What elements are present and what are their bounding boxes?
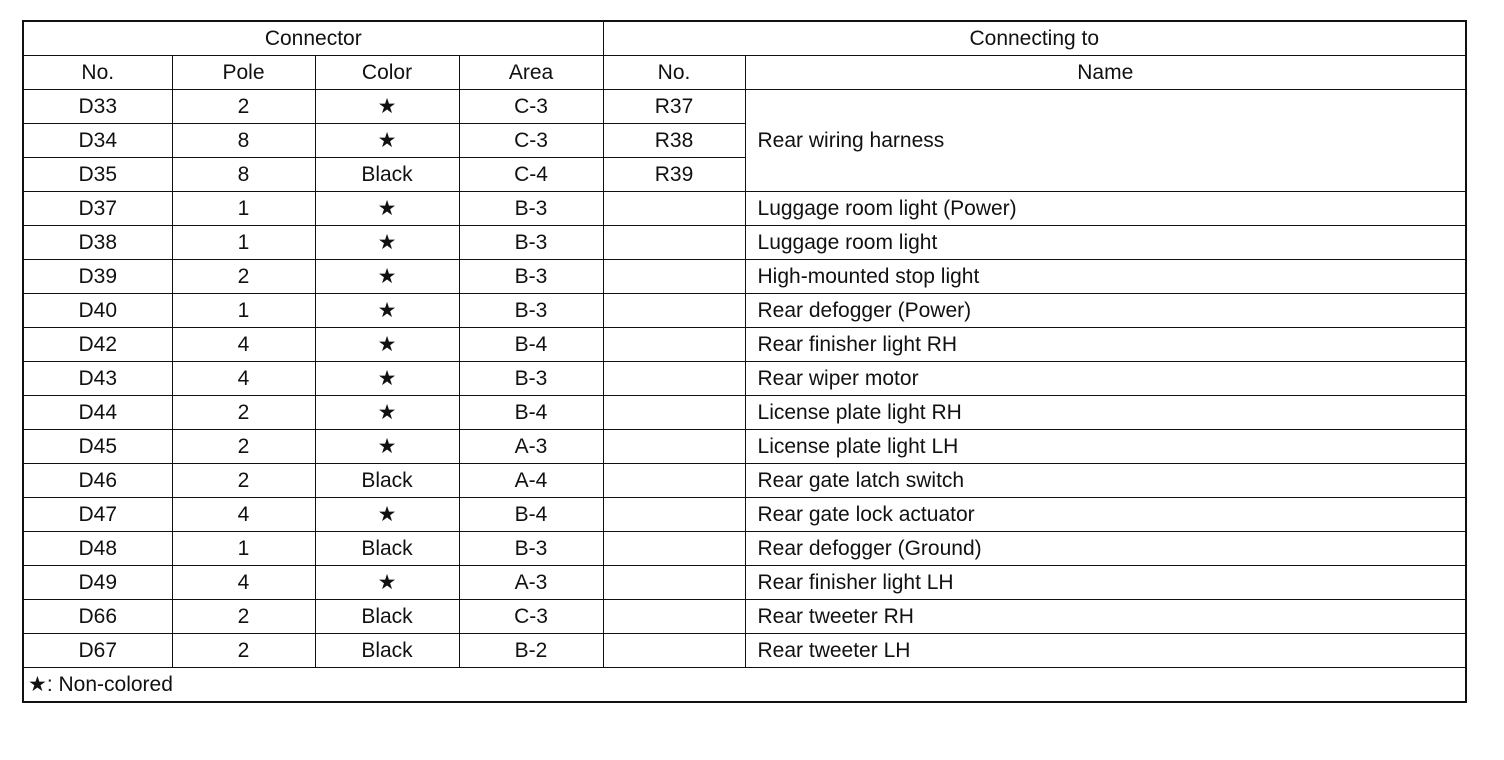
color-column-header: Color [315, 56, 459, 90]
pole-column-header: Pole [172, 56, 315, 90]
table-row [23, 294, 1466, 328]
connector-no-cell: D44 [23, 396, 172, 430]
pole-cell: 1 [172, 226, 315, 260]
connecting-no-cell [603, 294, 745, 328]
connector-no-cell: D35 [23, 158, 172, 192]
connector-no-cell: D66 [23, 600, 172, 634]
color-cell: Black [315, 532, 459, 566]
name-cell: Rear wiper motor [745, 362, 1466, 396]
area-column-header: Area [459, 56, 603, 90]
area-cell: C-3 [459, 90, 603, 124]
area-cell: A-3 [459, 430, 603, 464]
connecting-no-cell [603, 634, 745, 668]
connector-group-header: Connector [23, 21, 603, 56]
color-cell: ★ [315, 362, 459, 396]
connecting-no-cell [603, 362, 745, 396]
connector-no-cell: D33 [23, 90, 172, 124]
connecting-no-cell [603, 260, 745, 294]
name-cell: Rear gate lock actuator [745, 498, 1466, 532]
name-cell: High-mounted stop light [745, 260, 1466, 294]
table-row [23, 532, 1466, 566]
color-cell: ★ [315, 294, 459, 328]
name-cell: Rear tweeter LH [745, 634, 1466, 668]
connector-no-cell: D40 [23, 294, 172, 328]
connecting-no-cell: R37 [603, 90, 745, 124]
color-cell: ★ [315, 260, 459, 294]
area-cell: B-3 [459, 260, 603, 294]
pole-cell: 1 [172, 192, 315, 226]
color-cell: Black [315, 464, 459, 498]
connector-no-cell: D39 [23, 260, 172, 294]
connecting-no-cell [603, 192, 745, 226]
connecting-no-cell [603, 532, 745, 566]
connector-no-cell: D37 [23, 192, 172, 226]
pole-cell: 4 [172, 328, 315, 362]
color-cell: ★ [315, 396, 459, 430]
table-row [23, 396, 1466, 430]
connecting-no-cell [603, 396, 745, 430]
name-cell: Rear defogger (Ground) [745, 532, 1466, 566]
name-column-header: Name [745, 56, 1466, 90]
color-cell: ★ [315, 328, 459, 362]
name-cell: Rear tweeter RH [745, 600, 1466, 634]
connector-no-cell: D42 [23, 328, 172, 362]
table-row [23, 328, 1466, 362]
area-cell: C-4 [459, 158, 603, 192]
table-row [23, 566, 1466, 600]
name-cell: Rear finisher light LH [745, 566, 1466, 600]
area-cell: B-3 [459, 192, 603, 226]
pole-cell: 2 [172, 430, 315, 464]
area-cell: B-4 [459, 396, 603, 430]
area-cell: B-2 [459, 634, 603, 668]
area-cell: B-3 [459, 226, 603, 260]
area-cell: C-3 [459, 124, 603, 158]
connecting-no-cell [603, 498, 745, 532]
color-cell: Black [315, 600, 459, 634]
area-cell: B-3 [459, 294, 603, 328]
color-cell: ★ [315, 430, 459, 464]
pole-cell: 2 [172, 600, 315, 634]
name-cell: License plate light RH [745, 396, 1466, 430]
area-cell: B-3 [459, 532, 603, 566]
connector-no-cell: D38 [23, 226, 172, 260]
area-cell: B-3 [459, 362, 603, 396]
color-cell: ★ [315, 192, 459, 226]
area-cell: C-3 [459, 600, 603, 634]
table-row [23, 430, 1466, 464]
footnote: ★: Non-colored [23, 668, 1466, 703]
connecting-no-cell [603, 328, 745, 362]
table-row [23, 464, 1466, 498]
color-cell: ★ [315, 498, 459, 532]
connecting-no-cell [603, 464, 745, 498]
group-header-row [23, 21, 1466, 56]
color-cell: Black [315, 634, 459, 668]
table-row [23, 260, 1466, 294]
connector-no-cell: D67 [23, 634, 172, 668]
table-row [23, 362, 1466, 396]
pole-cell: 2 [172, 464, 315, 498]
area-cell: B-4 [459, 328, 603, 362]
connecting-no-column-header: No. [603, 56, 745, 90]
connector-no-cell: D47 [23, 498, 172, 532]
footnote-row [23, 668, 1466, 703]
table-row [23, 90, 1466, 124]
area-cell: A-4 [459, 464, 603, 498]
connector-table [22, 20, 1467, 703]
table-row [23, 498, 1466, 532]
color-cell: ★ [315, 90, 459, 124]
table-row [23, 634, 1466, 668]
pole-cell: 4 [172, 498, 315, 532]
pole-cell: 8 [172, 124, 315, 158]
connecting-no-cell: R39 [603, 158, 745, 192]
pole-cell: 1 [172, 294, 315, 328]
name-cell: Rear gate latch switch [745, 464, 1466, 498]
table-row [23, 600, 1466, 634]
color-cell: ★ [315, 566, 459, 600]
pole-cell: 2 [172, 260, 315, 294]
area-cell: A-3 [459, 566, 603, 600]
pole-cell: 4 [172, 566, 315, 600]
connector-no-cell: D45 [23, 430, 172, 464]
connecting-no-cell [603, 226, 745, 260]
name-cell: Rear defogger (Power) [745, 294, 1466, 328]
pole-cell: 2 [172, 634, 315, 668]
color-cell: ★ [315, 124, 459, 158]
connecting-no-cell [603, 600, 745, 634]
color-cell: Black [315, 158, 459, 192]
pole-cell: 1 [172, 532, 315, 566]
table-row [23, 192, 1466, 226]
table-row [23, 226, 1466, 260]
merged-name-cell: Rear wiring harness [745, 90, 1466, 192]
name-cell: Rear finisher light RH [745, 328, 1466, 362]
name-cell: Luggage room light [745, 226, 1466, 260]
connector-no-cell: D34 [23, 124, 172, 158]
connecting-no-cell: R38 [603, 124, 745, 158]
connector-no-cell: D46 [23, 464, 172, 498]
no-column-header: No. [23, 56, 172, 90]
name-cell: Luggage room light (Power) [745, 192, 1466, 226]
connecting-to-group-header: Connecting to [603, 21, 1466, 56]
connector-no-cell: D43 [23, 362, 172, 396]
pole-cell: 8 [172, 158, 315, 192]
name-cell: License plate light LH [745, 430, 1466, 464]
connecting-no-cell [603, 430, 745, 464]
connector-no-cell: D49 [23, 566, 172, 600]
column-header-row [23, 56, 1466, 90]
area-cell: B-4 [459, 498, 603, 532]
connecting-no-cell [603, 566, 745, 600]
pole-cell: 2 [172, 90, 315, 124]
pole-cell: 2 [172, 396, 315, 430]
connector-no-cell: D48 [23, 532, 172, 566]
pole-cell: 4 [172, 362, 315, 396]
color-cell: ★ [315, 226, 459, 260]
